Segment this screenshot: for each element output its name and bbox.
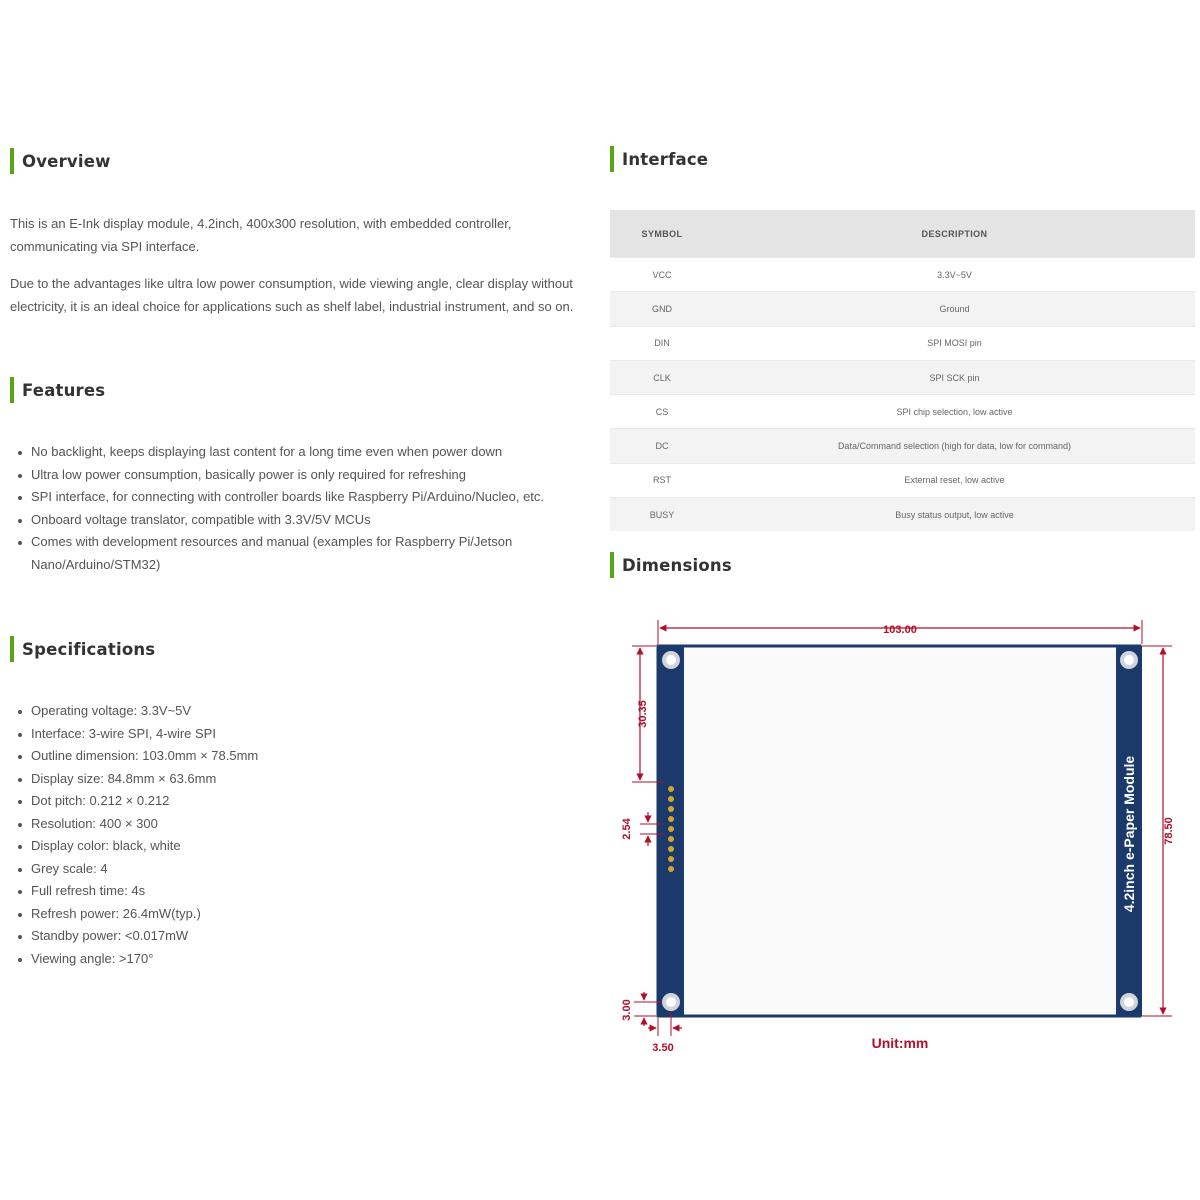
table-header-row — [610, 210, 1195, 258]
description-cell: SPI MOSI pin — [714, 326, 1195, 360]
list-item: Standby power: <0.017mW — [10, 925, 580, 948]
bottom-offset-dimension — [621, 992, 662, 1026]
left-offset-dimension — [648, 1012, 682, 1054]
description-cell: External reset, low active — [714, 463, 1195, 497]
table-row — [610, 463, 1195, 497]
table-row — [610, 429, 1195, 463]
symbol-cell: CLK — [610, 360, 714, 394]
pin-pitch-label: 2.54 — [621, 818, 633, 840]
overview-heading — [10, 148, 111, 174]
features-heading — [10, 377, 105, 403]
list-item: No backlight, keeps displaying last content for a long time even when power down — [10, 441, 580, 464]
list-item: Comes with development resources and manual (examples for Raspberry Pi/Jetson Nano/Arduino/STM32) — [10, 531, 580, 576]
specifications-title: Specifications — [22, 639, 156, 659]
list-item: Display size: 84.8mm × 63.6mm — [10, 768, 580, 791]
heading-accent-bar — [610, 552, 614, 578]
interface-title: Interface — [622, 149, 709, 169]
description-cell: Ground — [714, 292, 1195, 326]
top-offset-label: 30.35 — [637, 700, 649, 728]
features-list — [10, 441, 580, 576]
list-item: Display color: black, white — [10, 835, 580, 858]
features-title: Features — [22, 380, 106, 400]
height-label: 78.50 — [1163, 817, 1175, 845]
unit-label: Unit:mm — [871, 1035, 929, 1051]
overview-paragraph-1: This is an E-Ink display module, 4.2inch, 400x300 resolution, with embedded controller, communicating via SPI interface. — [10, 216, 512, 254]
dimensions-title: Dimensions — [622, 555, 732, 575]
pin-header-icon — [668, 786, 674, 872]
description-cell: SPI chip selection, low active — [714, 395, 1195, 429]
list-item: Operating voltage: 3.3V~5V — [10, 700, 580, 723]
table-row — [610, 292, 1195, 326]
list-item: Outline dimension: 103.0mm × 78.5mm — [10, 745, 580, 768]
column-header-description: DESCRIPTION — [714, 210, 1195, 258]
symbol-cell: RST — [610, 463, 714, 497]
interface-table — [610, 210, 1195, 531]
description-cell: 3.3V~5V — [714, 258, 1195, 292]
heading-accent-bar — [610, 146, 614, 172]
symbol-cell: BUSY — [610, 498, 714, 532]
overview-paragraph-2: Due to the advantages like ultra low power consumption, wide viewing angle, clear display without electricity, it is an ideal choice for applications such as shelf label, industrial instrument, and so on. — [10, 276, 574, 314]
heading-accent-bar — [10, 148, 14, 174]
table-row — [610, 360, 1195, 394]
mounting-hole-icon — [1120, 651, 1138, 669]
list-item: Onboard voltage translator, compatible with 3.3V/5V MCUs — [10, 509, 580, 532]
heading-accent-bar — [10, 636, 14, 662]
table-row — [610, 498, 1195, 532]
symbol-cell: DIN — [610, 326, 714, 360]
width-label: 103.00 — [883, 624, 917, 636]
height-dimension — [1142, 646, 1175, 1016]
description-cell: SPI SCK pin — [714, 360, 1195, 394]
symbol-cell: VCC — [610, 258, 714, 292]
dimensions-heading — [610, 552, 732, 578]
display-area — [684, 649, 1116, 1013]
list-item: Ultra low power consumption, basically power is only required for refreshing — [10, 464, 580, 487]
mounting-hole-icon — [662, 993, 680, 1011]
interface-heading — [610, 146, 708, 172]
left-offset-label: 3.50 — [652, 1042, 674, 1054]
bottom-offset-label: 3.00 — [621, 999, 633, 1021]
list-item: Dot pitch: 0.212 × 0.212 — [10, 790, 580, 813]
list-item: Resolution: 400 × 300 — [10, 813, 580, 836]
module-label: 4.2inch e-Paper Module — [1121, 755, 1137, 913]
table-row — [610, 326, 1195, 360]
width-dimension — [658, 620, 1142, 644]
list-item: Refresh power: 26.4mW(typ.) — [10, 903, 580, 926]
list-item: SPI interface, for connecting with controller boards like Raspberry Pi/Arduino/Nucleo, etc. — [10, 486, 580, 509]
mounting-hole-icon — [662, 651, 680, 669]
list-item: Grey scale: 4 — [10, 858, 580, 881]
column-header-symbol: SYMBOL — [610, 210, 714, 258]
symbol-cell: GND — [610, 292, 714, 326]
table-row — [610, 258, 1195, 292]
table-row — [610, 395, 1195, 429]
symbol-cell: DC — [610, 429, 714, 463]
list-item: Interface: 3-wire SPI, 4-wire SPI — [10, 723, 580, 746]
overview-title: Overview — [22, 151, 111, 171]
description-cell: Busy status output, low active — [714, 498, 1195, 532]
mounting-hole-icon — [1120, 993, 1138, 1011]
list-item: Full refresh time: 4s — [10, 880, 580, 903]
list-item: Viewing angle: >170° — [10, 948, 580, 971]
symbol-cell: CS — [610, 395, 714, 429]
dimensions-drawing — [610, 612, 1190, 1062]
specifications-list — [10, 700, 580, 970]
heading-accent-bar — [10, 377, 14, 403]
description-cell: Data/Command selection (high for data, low for command) — [714, 429, 1195, 463]
specifications-heading — [10, 636, 155, 662]
